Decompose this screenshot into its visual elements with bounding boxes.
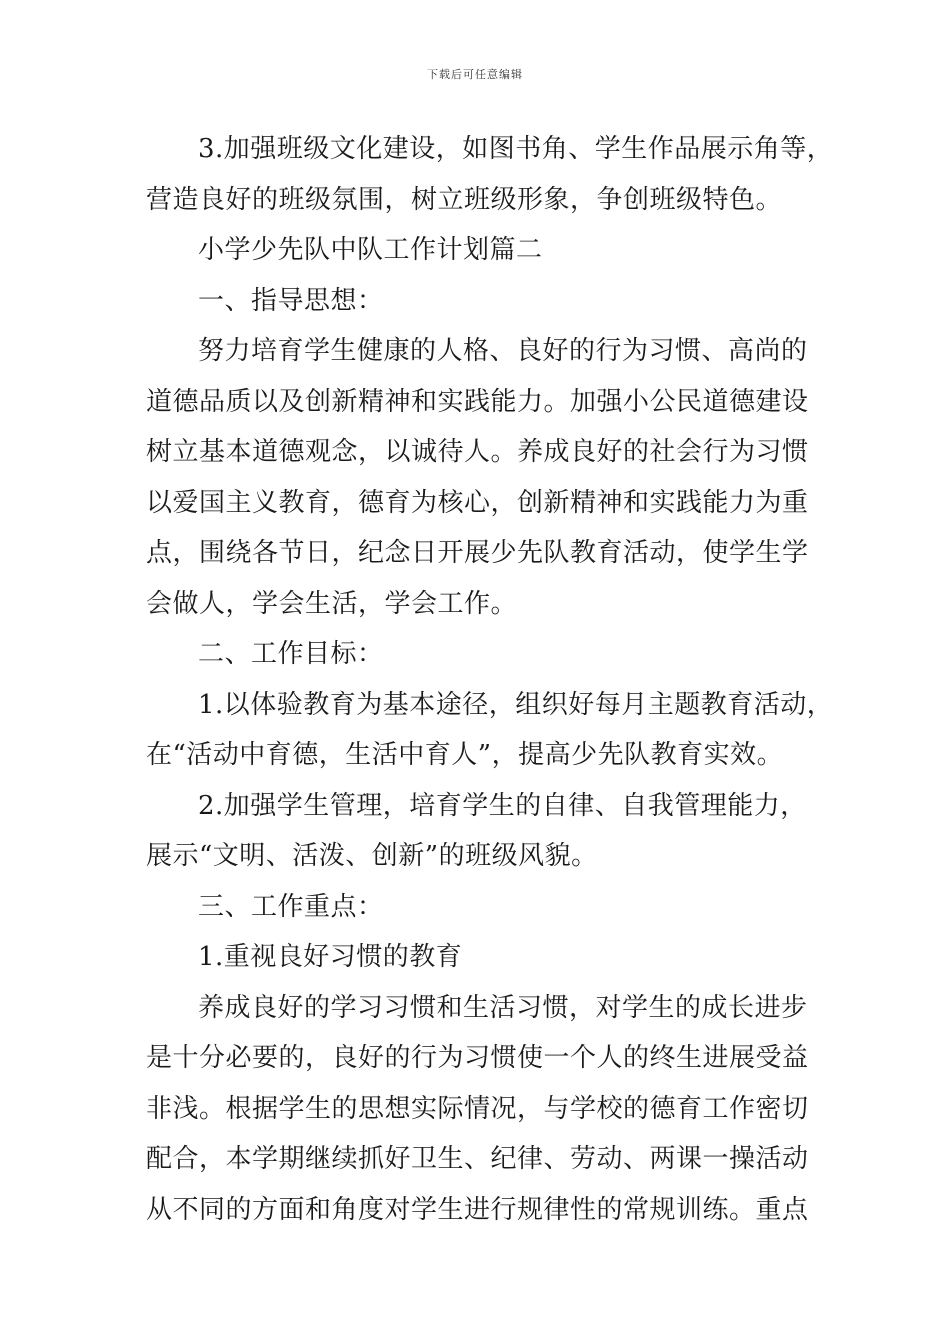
text-line: 道德品质以及创新精神和实践能力。加强小公民道德建设 [146, 386, 809, 417]
text-line: 是十分必要的，良好的行为习惯使一个人的终生进展受益 [146, 1043, 809, 1073]
text-line: 1.以体验教育为基本途径，组织好每月主题教育活动， [198, 689, 834, 720]
text-line: 树立基本道德观念，以诚待人。养成良好的社会行为习惯 [146, 437, 809, 467]
document-body [146, 124, 834, 1235]
text-line: 2.加强学生管理，培育学生的自律、自我管理能力， [198, 790, 807, 821]
section-heading: 二、工作目标： [198, 639, 384, 669]
text-line: 从不同的方面和角度对学生进行规律性的常规训练。重点 [146, 1194, 809, 1225]
text-line: 3.加强班级文化建设，如图书角、学生作品展示角等， [198, 134, 834, 164]
text-line: 会做人，学会生活，学会工作。 [146, 588, 518, 619]
section-heading: 一、指导思想： [198, 285, 384, 316]
page-header-note: 下载后可任意编辑 [427, 68, 523, 81]
subsection-heading: 1.重视良好习惯的教育 [198, 942, 463, 972]
text-line: 非浅。根据学生的思想实际情况，与学校的德育工作密切 [146, 1093, 809, 1124]
text-line: 营造良好的班级氛围，树立班级形象，争创班级特色。 [146, 184, 783, 215]
section-title: 小学少先队中队工作计划篇二 [198, 235, 543, 265]
text-line: 养成良好的学习习惯和生活习惯，对学生的成长进步 [198, 992, 808, 1023]
text-line: 以爱国主义教育，德育为核心，创新精神和实践能力为重 [146, 487, 809, 518]
text-line: 努力培育学生健康的人格、良好的行为习惯、高尚的 [198, 336, 808, 366]
text-line: 配合，本学期继续抓好卫生、纪律、劳动、两课一操活动 [146, 1144, 809, 1174]
text-line: 展示“文明、活泼、创新”的班级风貌。 [146, 841, 598, 871]
text-line: 在“活动中育德，生活中育人”，提高少先队教育实效。 [146, 740, 784, 770]
text-line: 点，围绕各节日，纪念日开展少先队教育活动，使学生学 [146, 538, 809, 568]
section-heading: 三、工作重点： [198, 891, 384, 922]
